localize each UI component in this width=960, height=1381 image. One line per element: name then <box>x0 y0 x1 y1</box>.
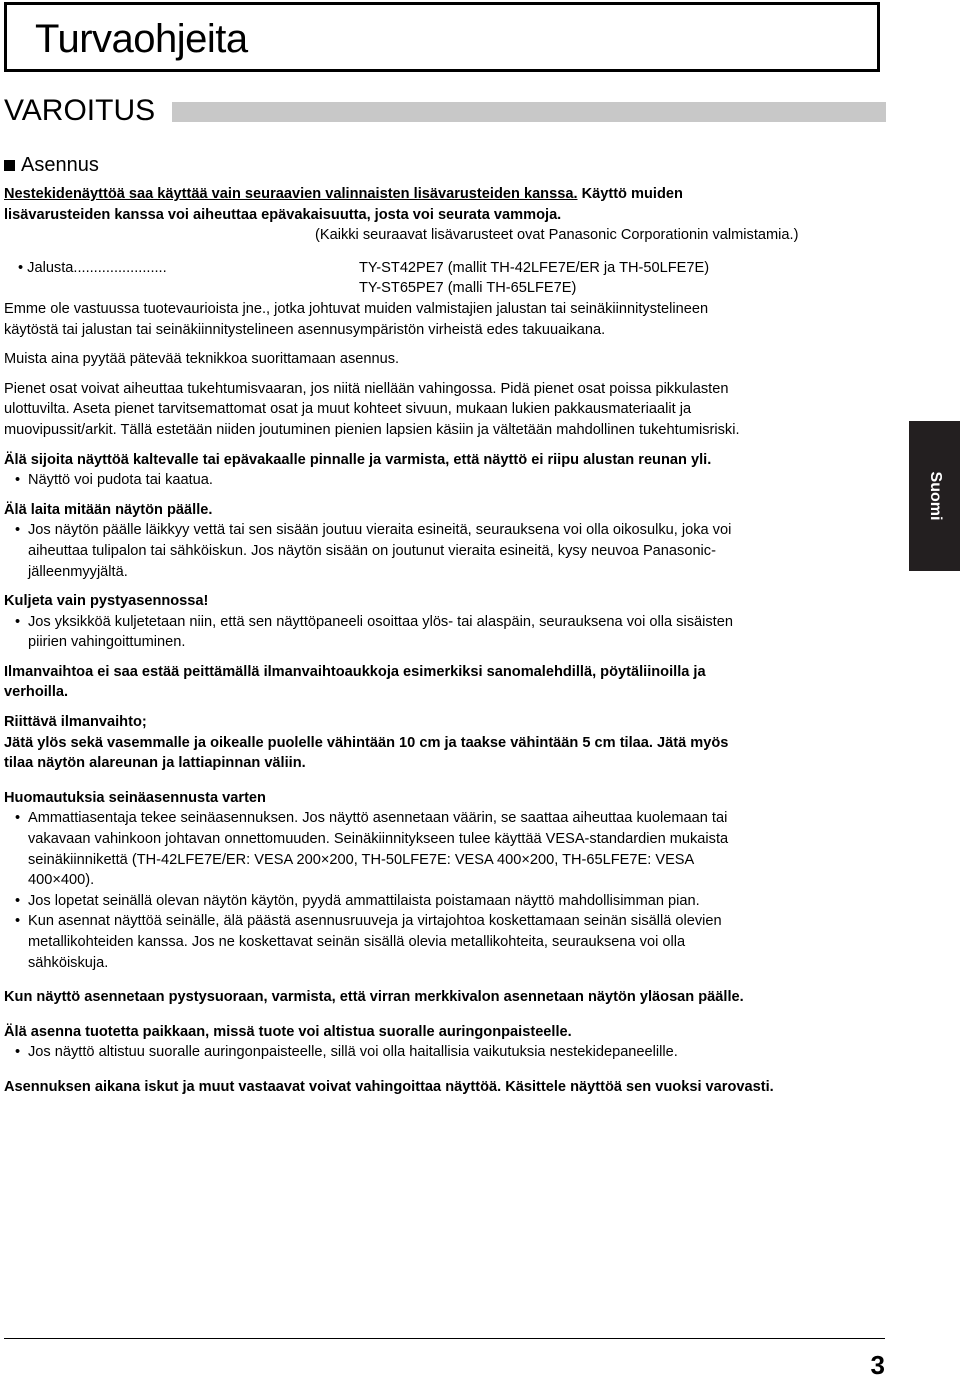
warning-heading: VAROITUS <box>4 94 156 127</box>
upright-bullet: • Jos yksikköä kuljetetaan niin, että sen näyttöpaneeli osoittaa ylös- tai alaspäin, seurauksena voi olla sisäisten piirien vahingoittuminen. <box>15 613 733 651</box>
sloped-bullet: • Näyttö voi pudota tai kaatua. <box>4 470 884 491</box>
heading-bar <box>172 102 886 122</box>
wall-mount-bullet-3: • Kun asennat näyttöä seinälle, älä päästä asennusruuveja ja virtajohtoa koskettamaan seinän sisällä olevien metallikohteiden kanssa. Jos ne koskettavat seinän sisällä olevia metallikohteita, seurauksena voi olla sähköiskuja. <box>15 913 722 971</box>
content <box>4 150 884 1098</box>
upright-warning: Kuljeta vain pystyasennossa! <box>4 593 209 610</box>
wall-mount-bullet-1: • Ammattiasentaja tekee seinäasennuksen. Jos näyttö asennetaan väärin, se saattaa aiheuttaa kuolemaan tai vakavaan vahinkoon johtavan onnettomuuden. Seinäkiinnitykseen tulee käyttää VESA-standardien mukaista seinäkiinnikettä (TH-42LFE7E/ER: VESA 200×200, TH-50LFE7E: VESA 400×200, TH-65LFE7E: VESA 400×400). <box>15 810 729 889</box>
intro-rest: Käyttö muiden <box>577 186 683 202</box>
warning-heading-row <box>4 92 886 130</box>
page-number: 3 <box>870 1350 885 1380</box>
stand-model-1: TY-ST42PE7 (mallit TH-42LFE7E/ER ja TH-50LFE7E) <box>359 259 710 276</box>
airflow-warning: Riittävä ilmanvaihto; Jätä ylös sekä vasemmalle ja oikealle puolelle vähintään 10 cm ja taakse vähintään 5 cm tilaa. Jätä myös tilaa näytön alareunan ja lattiapinnan väliin. <box>4 714 729 772</box>
bullet-icon: • <box>15 613 21 630</box>
on-top-warning: Älä laita mitään näytön päälle. <box>4 501 213 518</box>
stand-label: • Jalusta....................... <box>18 259 167 276</box>
intro-line-2: lisävarusteiden kanssa voi aiheuttaa epävakaisuutta, josta voi seurata vammoja. <box>4 206 562 223</box>
square-bullet-icon <box>4 160 15 171</box>
page-title: Turvaohjeita <box>35 17 248 61</box>
bullet-icon: • <box>15 892 21 909</box>
section-heading <box>4 150 884 180</box>
small-parts-line-2: ulottuvilta. Aseta pienet tarvitsemattomat osat ja muut kohteet sivuun, mukaan lukien pakkausmateriaalit ja <box>4 401 692 418</box>
small-parts-line-3: muovipussit/arkit. Tällä estetään niiden joutuminen pienien lapsien käsiin ja vältetään mahdollinen tukehtumisriski. <box>4 421 740 438</box>
panasonic-note: (Kaikki seuraavat lisävarusteet ovat Panasonic Corporationin valmistamia.) <box>315 227 799 244</box>
sloped-warning: Älä sijoita näyttöä kaltevalle tai epävakaalle pinnalle ja varmista, että näyttö ei riipu alustan reunan yli. <box>4 451 712 468</box>
bullet-icon: • <box>15 810 21 827</box>
intro-line-1 <box>4 184 884 205</box>
wall-mount-heading: Huomautuksia seinäasennusta varten <box>4 789 266 806</box>
portrait-warning: Kun näyttö asennetaan pystysuoraan, varmista, että virran merkkivalon asennetaan näytön yläosan päälle. <box>4 989 744 1006</box>
impact-warning: Asennuksen aikana iskut ja muut vastaavat voivat vahingoittaa näyttöä. Käsittele näyttöä sen vuoksi varovasti. <box>4 1078 774 1095</box>
stand-row <box>4 258 884 279</box>
intro-underlined: Nestekidenäyttöä saa käyttää vain seuraavien valinnaisten lisävarusteiden kanssa. <box>4 186 578 202</box>
small-parts-line-1: Pienet osat voivat aiheuttaa tukehtumisvaaran, jos niitä niellään vahingossa. Pidä pienet osat poissa pikkulasten <box>4 380 729 397</box>
bullet-icon: • <box>15 522 21 539</box>
responsibility-line-1: Emme ole vastuussa tuotevaurioista jne., jotka johtuvat muiden valmistajien jalustan tai seinäkiinnitystelineen <box>4 300 709 317</box>
bullet-icon: • <box>15 913 21 930</box>
footer-rule <box>4 1338 885 1339</box>
section-heading-text: Asennus <box>21 154 99 176</box>
stand-model-2: TY-ST65PE7 (malli TH-65LFE7E) <box>359 280 577 297</box>
bullet-icon: • <box>15 472 21 489</box>
language-tab-label: Suomi <box>926 471 944 521</box>
title-box <box>4 2 880 72</box>
ventilation-warning: Ilmanvaihtoa ei saa estää peittämällä ilmanvaihtoaukkoja esimerkiksi sanomalehdillä, pöytäliinoilla ja verhoilla. <box>4 663 706 701</box>
sunlight-warning: Älä asenna tuotetta paikkaan, missä tuote voi altistua suoralle auringonpaisteelle. <box>4 1023 572 1040</box>
responsibility-line-2: käytöstä tai jalustan tai seinäkiinnitystelineen asennusympäristön virheistä edes takuuaikana. <box>4 321 606 338</box>
sunlight-bullet: • Jos näyttö altistuu suoralle auringonpaisteelle, sillä voi olla haitallisia vaikutuksia nestekidepaneelille. <box>4 1042 884 1063</box>
qualified-technician: Muista aina pyytää pätevää teknikkoa suorittamaan asennus. <box>4 351 400 368</box>
on-top-bullet: • Jos näytön päälle läikkyy vettä tai sen sisään joutuu vieraita esineitä, seurauksena voi olla oikosulku, joka voi aiheuttaa tulipalon tai sähköiskun. Jos näytön sisään on joutunut vieraita esineitä, kysy neuvoa Panasonic- jälleenmyyjältä. <box>15 522 732 580</box>
wall-mount-bullet-2: • Jos lopetat seinällä olevan näytön käytön, pyydä ammattilaista poistamaan näyttö mahdollisimman pian. <box>4 891 884 912</box>
bullet-icon: • <box>15 1044 21 1061</box>
language-tab <box>909 421 960 571</box>
